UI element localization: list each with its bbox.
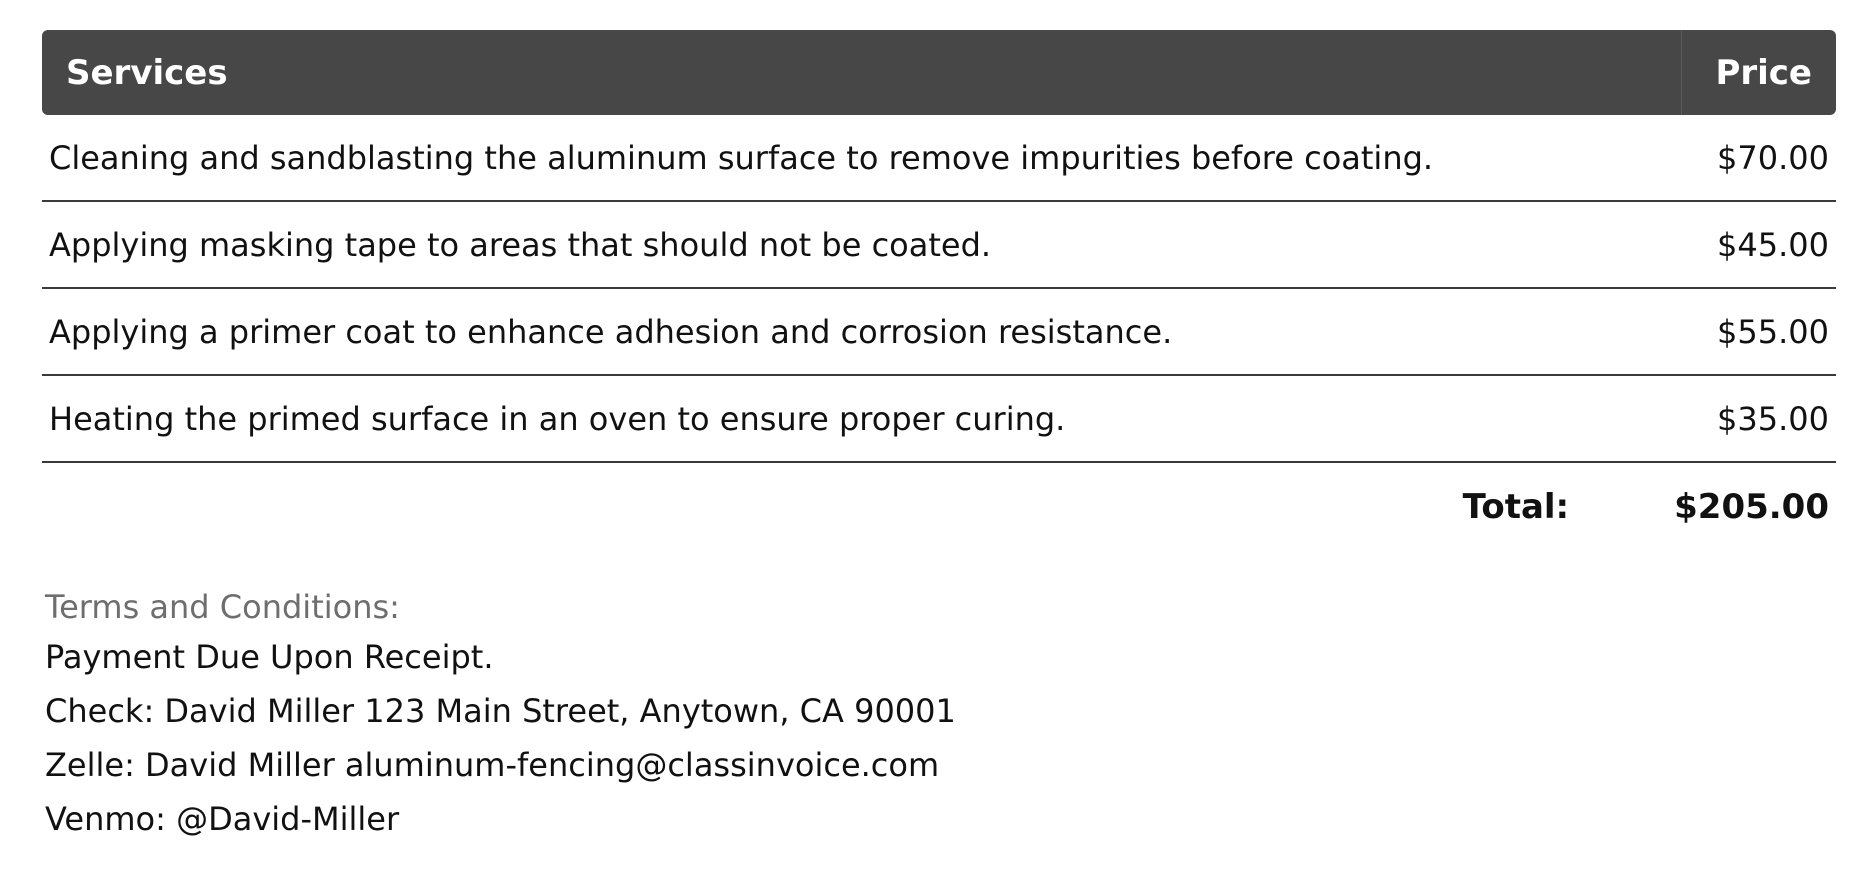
total-value: $205.00 <box>1674 486 1829 527</box>
table-header <box>42 30 1836 115</box>
terms-title: Terms and Conditions: <box>45 588 400 626</box>
table-row <box>42 376 1836 463</box>
service-price: $55.00 <box>1717 312 1829 351</box>
services-table <box>42 30 1836 550</box>
total-label: Total: <box>1462 486 1570 527</box>
service-price: $35.00 <box>1717 399 1829 438</box>
table-row <box>42 289 1836 376</box>
service-price: $70.00 <box>1717 138 1829 177</box>
table-row <box>42 202 1836 289</box>
services-column-header: Services <box>66 52 228 93</box>
table-row <box>42 115 1836 202</box>
price-column-header: Price <box>1681 30 1836 115</box>
terms-section <box>45 584 956 846</box>
service-price: $45.00 <box>1717 225 1829 264</box>
terms-payment-due: Payment Due Upon Receipt. <box>45 638 494 676</box>
terms-venmo: Venmo: @David-Miller <box>45 800 400 838</box>
total-row <box>42 463 1836 550</box>
terms-check: Check: David Miller 123 Main Street, Anytown, CA 90001 <box>45 692 956 730</box>
service-description: Cleaning and sandblasting the aluminum surface to remove impurities before coating. <box>49 138 1434 177</box>
service-description: Heating the primed surface in an oven to ensure proper curing. <box>49 399 1066 438</box>
terms-zelle: Zelle: David Miller aluminum-fencing@classinvoice.com <box>45 746 940 784</box>
service-description: Applying masking tape to areas that should not be coated. <box>49 225 992 264</box>
service-description: Applying a primer coat to enhance adhesion and corrosion resistance. <box>49 312 1173 351</box>
